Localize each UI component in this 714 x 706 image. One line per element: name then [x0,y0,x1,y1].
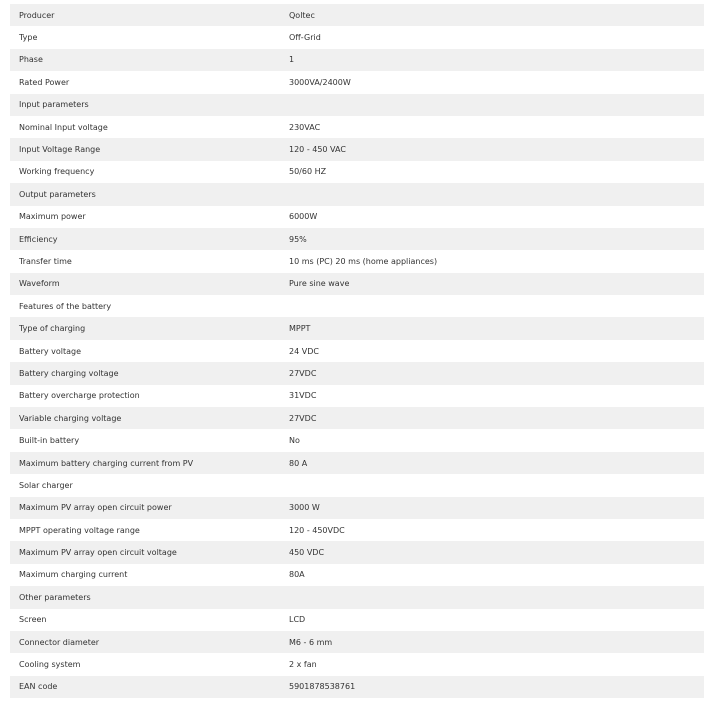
spec-value: 95% [289,234,307,244]
spec-value: 10 ms (PC) 20 ms (home appliances) [289,256,438,266]
table-row [10,317,704,339]
spec-name: Waveform [19,279,60,289]
spec-value: Qoltec [289,10,315,20]
table-row [10,631,704,653]
spec-value: 1 [289,55,295,65]
table-row [10,161,704,183]
spec-value: 230VAC [289,122,321,132]
spec-name: Working frequency [19,167,95,177]
spec-value: 3000 W [289,503,320,513]
table-row [10,564,704,586]
table-row [10,183,704,205]
table-row [10,94,704,116]
spec-value: 50/60 HZ [289,167,327,177]
spec-value: 2 x fan [289,660,317,670]
spec-name: Type [19,33,38,43]
spec-value: 80A [289,570,305,580]
table-row [10,519,704,541]
table-row [10,586,704,608]
spec-name: MPPT operating voltage range [19,525,140,535]
table-row [10,206,704,228]
spec-value: 450 VDC [289,548,325,558]
table-row [10,228,704,250]
spec-value: 120 - 450 VAC [289,145,346,155]
table-row [10,49,704,71]
spec-value: 24 VDC [289,346,319,356]
spec-name: Maximum PV array open circuit power [19,503,172,513]
table-row [10,340,704,362]
table-row [10,138,704,160]
spec-name: Features of the battery [19,301,112,311]
spec-value: 5901878538761 [289,682,356,692]
spec-value: 6000W [289,212,318,222]
spec-value: 31VDC [289,391,317,401]
spec-name: Variable charging voltage [19,413,122,423]
spec-name: Other parameters [19,592,91,602]
table-row [10,362,704,384]
spec-value: Pure sine wave [289,279,350,289]
spec-name: Output parameters [19,189,96,199]
spec-name: Input parameters [19,100,89,110]
spec-value: 80 A [289,458,308,468]
spec-value: MPPT [289,324,311,334]
spec-value: No [289,436,300,446]
table-row [10,541,704,563]
spec-name: Nominal Input voltage [19,122,108,132]
table-row [10,250,704,272]
table-row [10,407,704,429]
spec-name: Rated Power [19,77,70,87]
table-row [10,676,704,698]
specification-table [10,4,704,698]
spec-name: Solar charger [19,480,73,490]
table-row [10,295,704,317]
spec-name: Battery charging voltage [19,368,119,378]
table-row [10,497,704,519]
spec-value: M6 - 6 mm [289,637,333,647]
spec-name: Screen [19,615,47,625]
spec-name: Cooling system [19,660,81,670]
spec-name: Type of charging [19,324,86,334]
table-row [10,452,704,474]
spec-name: Maximum power [19,212,86,222]
spec-name: Built-in battery [19,436,80,446]
spec-name: Maximum battery charging current from PV [19,458,194,468]
spec-value: 27VDC [289,368,317,378]
table-row [10,71,704,93]
table-row [10,116,704,138]
table-row [10,273,704,295]
spec-value: 27VDC [289,413,317,423]
table-row [10,474,704,496]
table-row [10,609,704,631]
table-row [10,4,704,26]
table-row [10,653,704,675]
spec-name: EAN code [19,682,58,692]
spec-value: 3000VA/2400W [289,77,351,87]
spec-name: Connector diameter [19,637,100,647]
spec-value: 120 - 450VDC [289,525,345,535]
spec-name: Maximum PV array open circuit voltage [19,548,177,558]
spec-name: Phase [19,55,43,65]
spec-name: Battery voltage [19,346,82,356]
spec-value: LCD [289,615,306,625]
table-row [10,385,704,407]
spec-name: Transfer time [19,256,72,266]
spec-name: Producer [19,10,55,20]
spec-name: Battery overcharge protection [19,391,140,401]
table-row [10,429,704,451]
table-row [10,26,704,48]
spec-name: Efficiency [19,234,58,244]
spec-value: Off-Grid [289,33,321,43]
spec-name: Maximum charging current [19,570,128,580]
spec-name: Input Voltage Range [19,145,101,155]
